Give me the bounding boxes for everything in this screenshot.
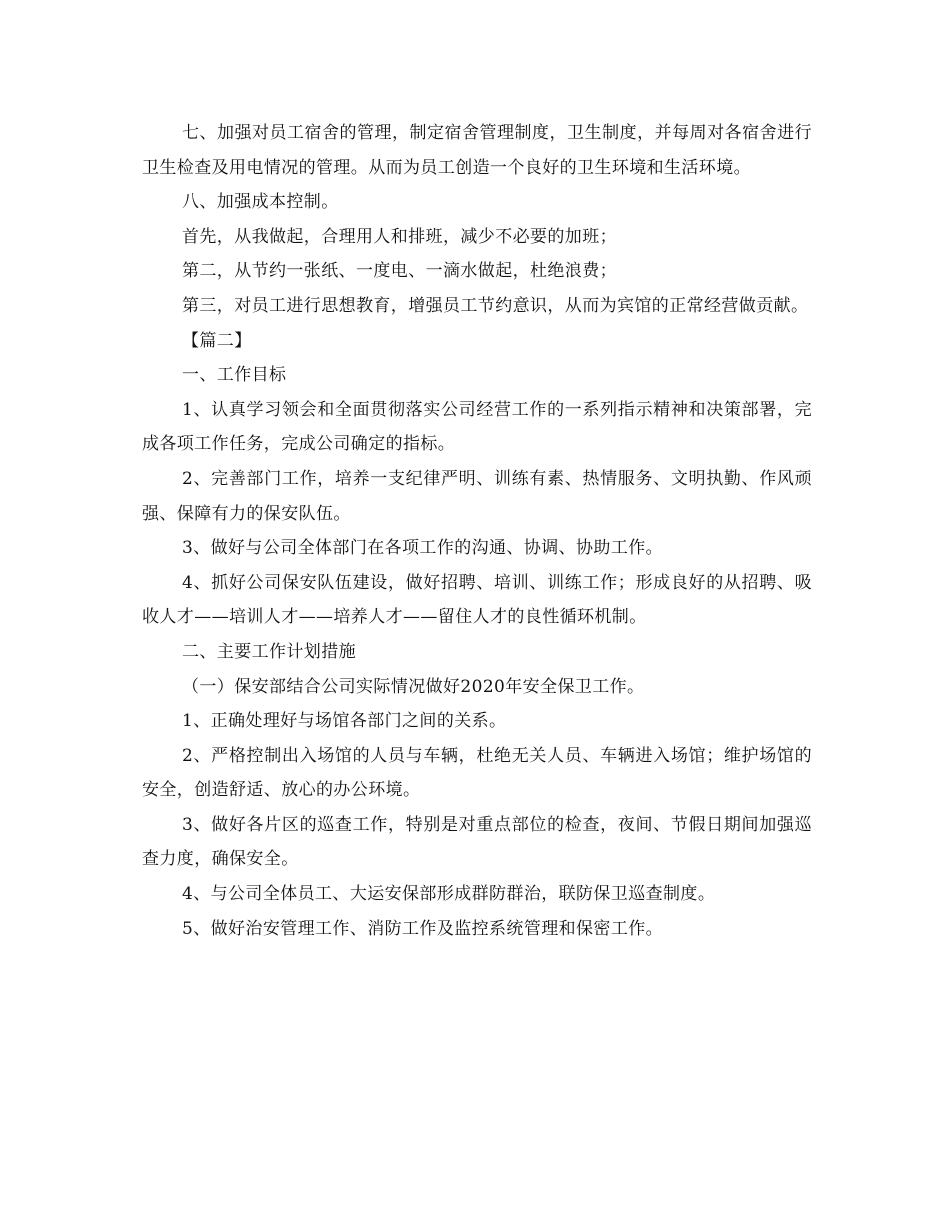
paragraph-second: 第二，从节约一张纸、一度电、一滴水做起，杜绝浪费； [182,261,617,282]
measure-item-1: 1、正确处理好与场馆各部门之间的关系。 [182,711,507,732]
heading-main-measures: 二、主要工作计划措施 [182,641,356,662]
goal-item-3: 3、做好与公司全体部门在各项工作的沟通、协调、协助工作。 [182,538,664,559]
goal-item-1: 1、认真学习领会和全面贯彻落实公司经营工作的一系列指示精神和决策部署，完成各项工作任务，完成公司确定的指标。 [142,399,812,455]
measure-item-2: 2、严格控制出入场馆的人员与车辆，杜绝无关人员、车辆进入场馆；维护场馆的安全，创造舒适、放心的办公环境。 [142,745,812,801]
measure-item-5: 5、做好治安管理工作、消防工作及监控系统管理和保密工作。 [182,918,664,939]
heading-work-goals: 一、工作目标 [182,365,287,386]
goal-item-2: 2、完善部门工作，培养一支纪律严明、训练有素、热情服务、文明执勤、作风顽强、保障有力的保安队伍。 [142,468,812,524]
measure-item-4: 4、与公司全体员工、大运安保部形成群防群治，联防保卫巡查制度。 [182,884,716,905]
paragraph-third: 第三，对员工进行思想教育，增强员工节约意识，从而为宾馆的正常经营做贡献。 [182,295,809,316]
measure-item-3: 3、做好各片区的巡查工作，特别是对重点部位的检查，夜间、节假日期间加强巡查力度，确保安全。 [142,814,812,870]
goal-item-4: 4、抓好公司保安队伍建设，做好招聘、培训、训练工作；形成良好的从招聘、吸收人才——培训人才——培养人才——留住人才的良性循环机制。 [142,572,812,628]
document-body [142,116,812,946]
paragraph-first: 首先，从我做起，合理用人和排班，减少不必要的加班； [182,226,617,247]
section-heading-part-two: 【篇二】 [182,330,252,351]
paragraph-dormitory-management: 七、加强对员工宿舍的管理，制定宿舍管理制度，卫生制度，并每周对各宿舍进行卫生检查及用电情况的管理。从而为员工创造一个良好的卫生环境和生活环境。 [142,123,812,178]
paragraph-cost-control: 八、加强成本控制。 [182,192,339,213]
subheading-security-work: （一）保安部结合公司实际情况做好2020年安全保卫工作。 [182,676,645,697]
